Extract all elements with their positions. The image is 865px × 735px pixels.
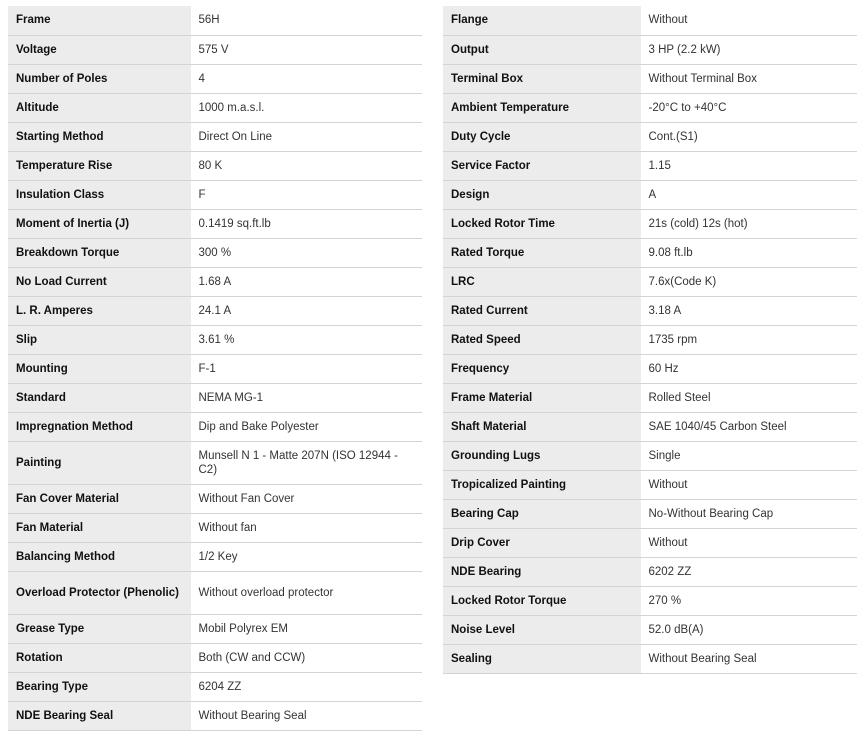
spec-row [443, 238, 857, 267]
spec-row [8, 672, 422, 701]
spec-value: 0.1419 sq.ft.lb [191, 209, 422, 238]
spec-value: 7.6x(Code K) [641, 267, 857, 296]
spec-row [443, 557, 857, 586]
spec-label: Balancing Method [8, 542, 191, 571]
spec-table-left-body [8, 6, 422, 730]
spec-value: Without Fan Cover [191, 484, 422, 513]
spec-row [8, 238, 422, 267]
spec-row [443, 499, 857, 528]
spec-row [8, 6, 422, 35]
spec-row [8, 122, 422, 151]
spec-value: 60 Hz [641, 354, 857, 383]
spec-label: Flange [443, 6, 641, 35]
spec-row [8, 571, 422, 614]
spec-value: 56H [191, 6, 422, 35]
spec-label: Duty Cycle [443, 122, 641, 151]
spec-label: Ambient Temperature [443, 93, 641, 122]
spec-value: Without [641, 6, 857, 35]
spec-label: Service Factor [443, 151, 641, 180]
spec-value: -20°C to +40°C [641, 93, 857, 122]
spec-value: Rolled Steel [641, 383, 857, 412]
spec-row [8, 701, 422, 730]
spec-row [443, 441, 857, 470]
spec-label: Shaft Material [443, 412, 641, 441]
spec-label: Rated Speed [443, 325, 641, 354]
spec-label: Rated Current [443, 296, 641, 325]
spec-label: Drip Cover [443, 528, 641, 557]
spec-row [8, 151, 422, 180]
spec-value: 80 K [191, 151, 422, 180]
spec-value: 3 HP (2.2 kW) [641, 35, 857, 64]
spec-label: Altitude [8, 93, 191, 122]
spec-row [443, 122, 857, 151]
spec-value: F-1 [191, 354, 422, 383]
spec-label: Fan Material [8, 513, 191, 542]
spec-label: Mounting [8, 354, 191, 383]
spec-label: Impregnation Method [8, 412, 191, 441]
spec-row [8, 180, 422, 209]
spec-row [443, 354, 857, 383]
spec-row [443, 528, 857, 557]
spec-value: Without overload protector [191, 571, 422, 614]
spec-value: No-Without Bearing Cap [641, 499, 857, 528]
spec-label: Frame [8, 6, 191, 35]
spec-row [443, 35, 857, 64]
spec-label: LRC [443, 267, 641, 296]
spec-row [8, 383, 422, 412]
spec-value: 6202 ZZ [641, 557, 857, 586]
spec-label: No Load Current [8, 267, 191, 296]
spec-row [443, 267, 857, 296]
spec-label: Design [443, 180, 641, 209]
spec-table-right [443, 6, 857, 674]
spec-label: NDE Bearing [443, 557, 641, 586]
spec-label: Rated Torque [443, 238, 641, 267]
spec-label: Bearing Cap [443, 499, 641, 528]
spec-label: Overload Protector (Phenolic) [8, 571, 191, 614]
spec-label: Temperature Rise [8, 151, 191, 180]
spec-row [8, 93, 422, 122]
spec-value: Without fan [191, 513, 422, 542]
spec-value: NEMA MG-1 [191, 383, 422, 412]
spec-label: Painting [8, 441, 191, 484]
spec-row [443, 586, 857, 615]
spec-label: Output [443, 35, 641, 64]
spec-value: Direct On Line [191, 122, 422, 151]
spec-table-left [8, 6, 422, 731]
spec-row [443, 180, 857, 209]
spec-label: Grease Type [8, 614, 191, 643]
spec-row [8, 513, 422, 542]
spec-row [443, 412, 857, 441]
spec-label: Standard [8, 383, 191, 412]
spec-label: Frequency [443, 354, 641, 383]
spec-table-right-body [443, 6, 857, 673]
spec-label: Moment of Inertia (J) [8, 209, 191, 238]
spec-value: Munsell N 1 - Matte 207N (ISO 12944 - C2) [191, 441, 422, 484]
spec-value: 1.68 A [191, 267, 422, 296]
spec-value: 575 V [191, 35, 422, 64]
spec-row [443, 6, 857, 35]
spec-label: Slip [8, 325, 191, 354]
spec-row [8, 484, 422, 513]
spec-value: Without Bearing Seal [641, 644, 857, 673]
spec-row [443, 209, 857, 238]
spec-row [443, 470, 857, 499]
spec-label: Starting Method [8, 122, 191, 151]
spec-label: Grounding Lugs [443, 441, 641, 470]
spec-label: Insulation Class [8, 180, 191, 209]
spec-label: Voltage [8, 35, 191, 64]
spec-label: Rotation [8, 643, 191, 672]
spec-row [443, 93, 857, 122]
spec-value: 1735 rpm [641, 325, 857, 354]
spec-row [8, 209, 422, 238]
spec-value: 6204 ZZ [191, 672, 422, 701]
spec-value: 21s (cold) 12s (hot) [641, 209, 857, 238]
spec-value: Without [641, 470, 857, 499]
spec-value: Single [641, 441, 857, 470]
spec-row [8, 35, 422, 64]
spec-value: Mobil Polyrex EM [191, 614, 422, 643]
spec-value: 24.1 A [191, 296, 422, 325]
spec-row [8, 643, 422, 672]
spec-row [443, 615, 857, 644]
spec-label: Tropicalized Painting [443, 470, 641, 499]
spec-value: 4 [191, 64, 422, 93]
spec-value: 270 % [641, 586, 857, 615]
spec-row [8, 412, 422, 441]
spec-value: Without Bearing Seal [191, 701, 422, 730]
spec-row [8, 325, 422, 354]
spec-label: Fan Cover Material [8, 484, 191, 513]
spec-row [443, 644, 857, 673]
spec-row [8, 296, 422, 325]
spec-value: 1/2 Key [191, 542, 422, 571]
spec-row [443, 296, 857, 325]
spec-row [8, 542, 422, 571]
spec-row [443, 325, 857, 354]
spec-value: 1000 m.a.s.l. [191, 93, 422, 122]
spec-label: Bearing Type [8, 672, 191, 701]
spec-value: Without [641, 528, 857, 557]
spec-label: Terminal Box [443, 64, 641, 93]
spec-value: SAE 1040/45 Carbon Steel [641, 412, 857, 441]
spec-row [443, 383, 857, 412]
spec-value: A [641, 180, 857, 209]
spec-value: Without Terminal Box [641, 64, 857, 93]
spec-label: Breakdown Torque [8, 238, 191, 267]
spec-value: 3.61 % [191, 325, 422, 354]
spec-row [8, 64, 422, 93]
spec-label: Noise Level [443, 615, 641, 644]
spec-value: 1.15 [641, 151, 857, 180]
spec-row [8, 267, 422, 296]
spec-value: 52.0 dB(A) [641, 615, 857, 644]
spec-value: 9.08 ft.lb [641, 238, 857, 267]
spec-label: Locked Rotor Torque [443, 586, 641, 615]
spec-value: 3.18 A [641, 296, 857, 325]
spec-value: 300 % [191, 238, 422, 267]
spec-row [8, 354, 422, 383]
spec-row [8, 614, 422, 643]
spec-label: Number of Poles [8, 64, 191, 93]
spec-label: Sealing [443, 644, 641, 673]
spec-value: Cont.(S1) [641, 122, 857, 151]
spec-row [8, 441, 422, 484]
spec-value: F [191, 180, 422, 209]
spec-label: Locked Rotor Time [443, 209, 641, 238]
spec-row [443, 64, 857, 93]
spec-label: Frame Material [443, 383, 641, 412]
spec-value: Dip and Bake Polyester [191, 412, 422, 441]
spec-row [443, 151, 857, 180]
spec-label: L. R. Amperes [8, 296, 191, 325]
spec-value: Both (CW and CCW) [191, 643, 422, 672]
spec-label: NDE Bearing Seal [8, 701, 191, 730]
